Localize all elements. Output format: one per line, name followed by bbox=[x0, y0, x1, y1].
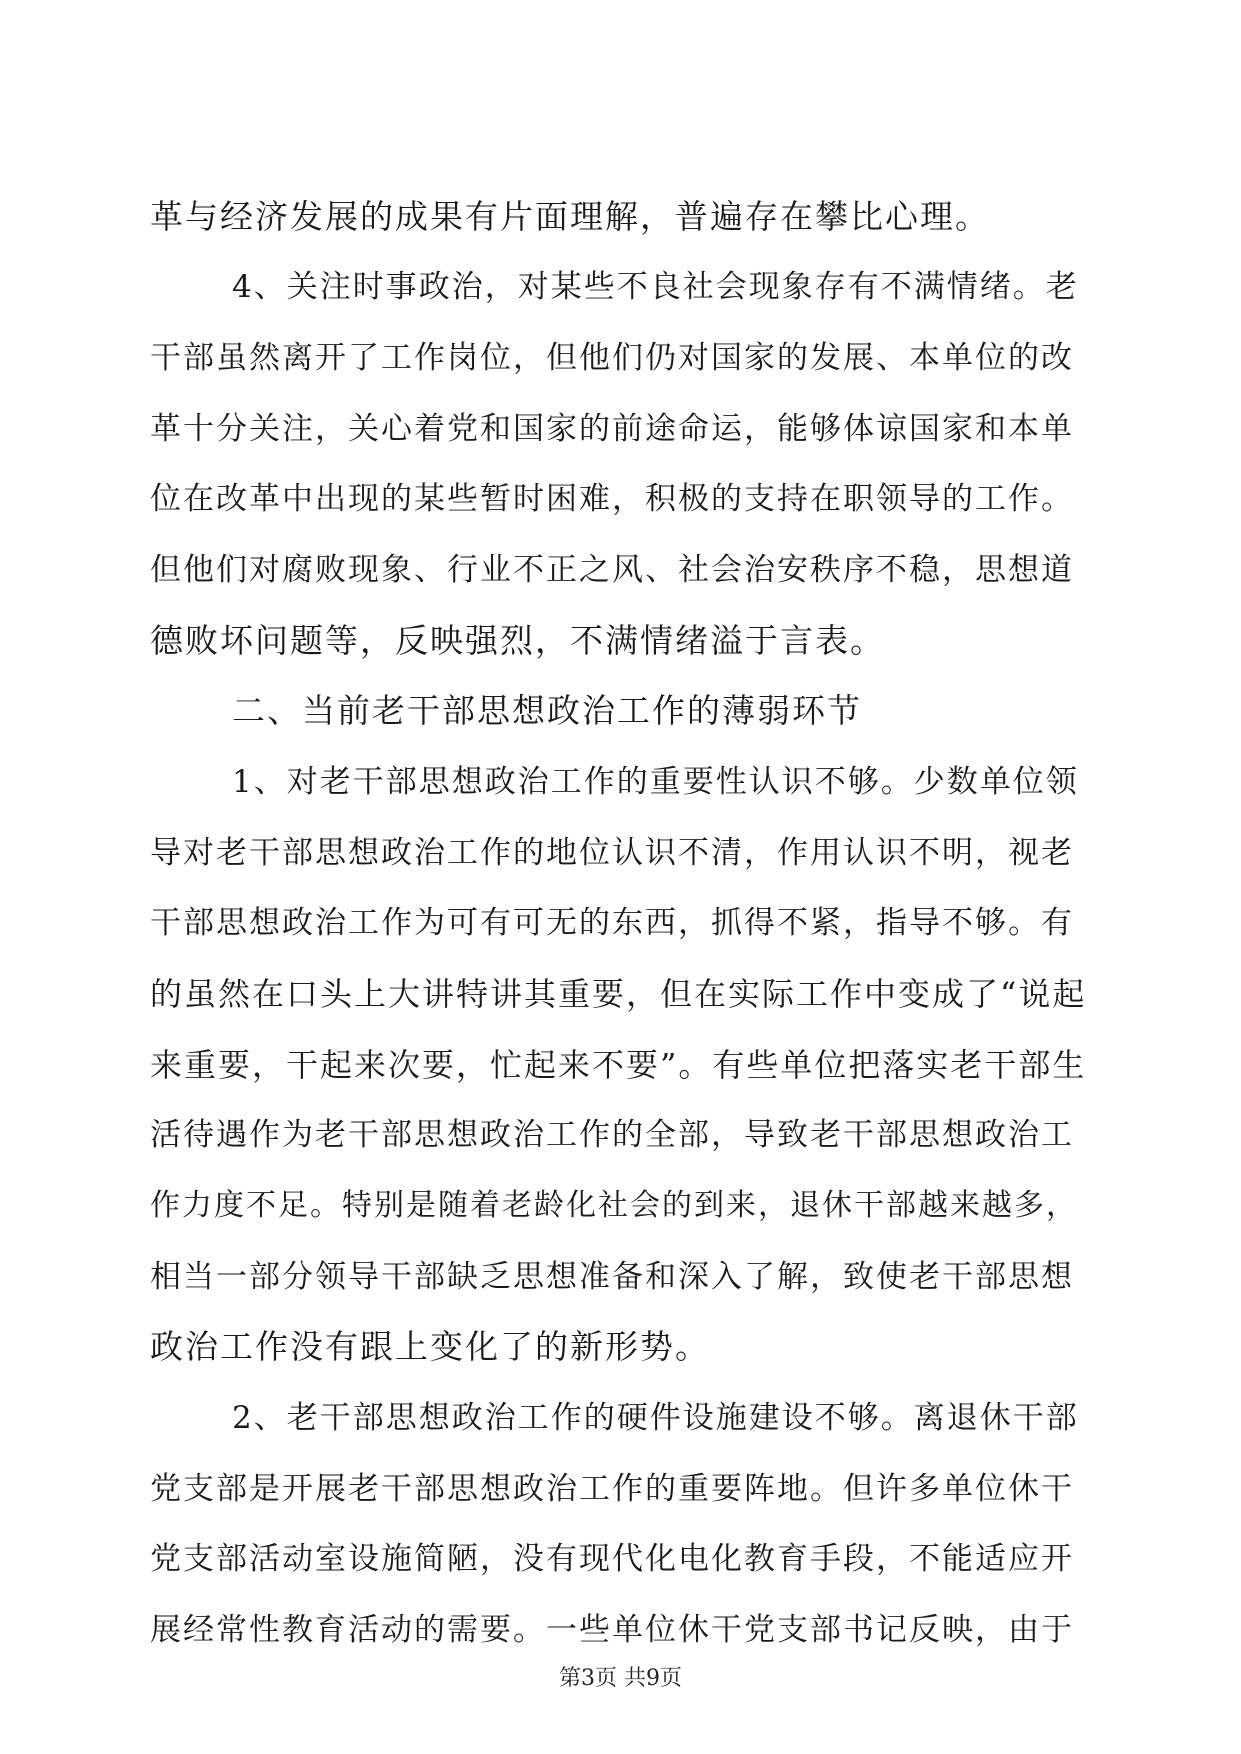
text-line-19: 党支部是开展老干部思想政治工作的重要阵地。但许多单位休干 bbox=[150, 1471, 1074, 1507]
paragraph-2-start: 2、老干部思想政治工作的硬件设施建设不够。离退休干部 bbox=[232, 1400, 1079, 1436]
text-line-7: 德败坏问题等，反映强烈，不满情绪溢于言表。 bbox=[150, 621, 885, 660]
text-line-13: 来重要，干起来次要，忙起来不要”。有些单位把落实老干部生 bbox=[150, 1046, 1087, 1084]
text-line-17: 政治工作没有跟上变化了的新形势。 bbox=[150, 1327, 710, 1366]
text-line-21: 展经常性教育活动的需要。一些单位休干党支部书记反映，由于 bbox=[150, 1612, 1074, 1648]
text-line-10: 导对老干部思想政治工作的地位认识不清，作用认识不明，视老 bbox=[150, 835, 1074, 871]
text-line-1: 革与经济发展的成果有片面理解，普遍存在攀比心理。 bbox=[150, 197, 990, 236]
page-footer: 第3页 共9页 bbox=[559, 1666, 682, 1691]
text-line-14: 活待遇作为老干部思想政治工作的全部，导致老干部思想政治工 bbox=[150, 1117, 1074, 1153]
text-line-15: 作力度不足。特别是随着老龄化社会的到来，退休干部越来越多， bbox=[150, 1188, 1078, 1223]
text-line-4: 革十分关注，关心着党和国家的前途命运，能够体谅国家和本单 bbox=[150, 411, 1074, 447]
text-line-3: 干部虽然离开了工作岗位，但他们仍对国家的发展、本单位的改 bbox=[150, 340, 1074, 376]
paragraph-4-start: 4、关注时事政治，对某些不良社会现象存有不满情绪。老 bbox=[232, 269, 1079, 305]
section-heading: 二、当前老干部思想政治工作的薄弱环节 bbox=[232, 691, 862, 730]
paragraph-1-start: 1、对老干部思想政治工作的重要性认识不够。少数单位领 bbox=[232, 764, 1079, 800]
text-line-20: 党支部活动室设施简陋，没有现代化电化教育手段，不能适应开 bbox=[150, 1541, 1074, 1577]
text-line-11: 干部思想政治工作为可有可无的东西，抓得不紧，指导不够。有 bbox=[150, 905, 1074, 941]
text-line-6: 但他们对腐败现象、行业不正之风、社会治安秩序不稳，思想道 bbox=[150, 552, 1074, 588]
text-line-12: 的虽然在口头上大讲特讲其重要，但在实际工作中变成了“说起 bbox=[150, 975, 1087, 1013]
text-line-16: 相当一部分领导干部缺乏思想准备和深入了解，致使老干部思想 bbox=[150, 1259, 1074, 1295]
text-line-5: 位在改革中出现的某些暂时困难，积极的支持在职领导的工作。 bbox=[150, 481, 1074, 517]
